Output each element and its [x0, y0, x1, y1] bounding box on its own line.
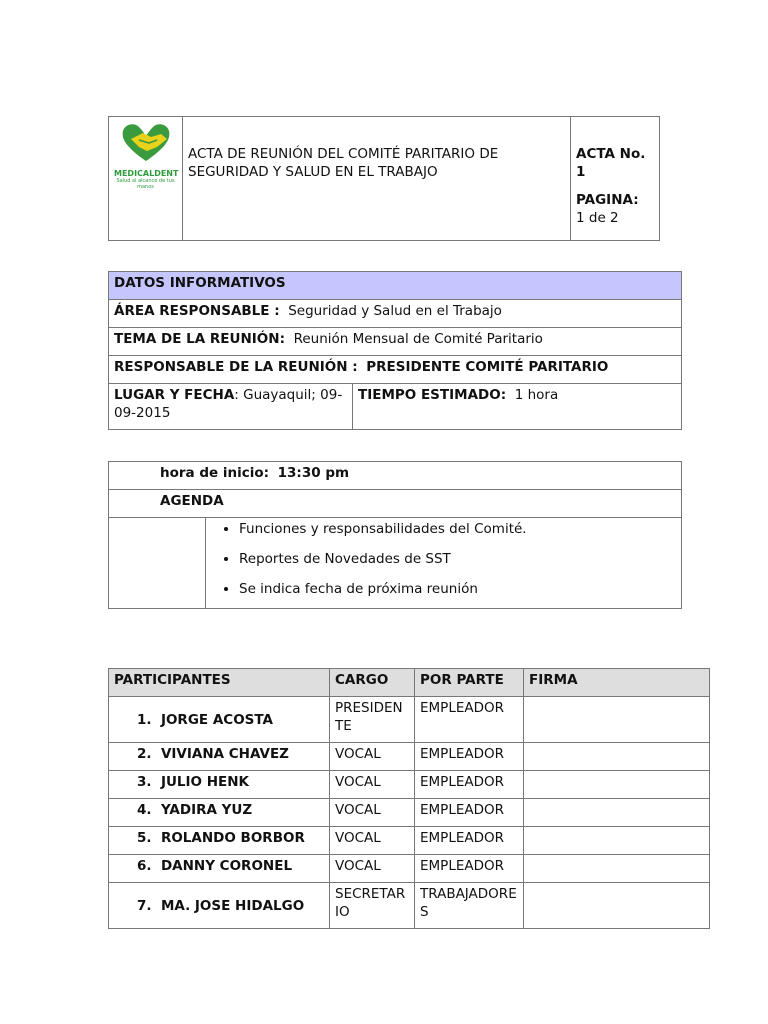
logo-cell [109, 117, 183, 241]
participant-number: 5. [137, 830, 152, 846]
col-header-cargo: CARGO [330, 669, 415, 697]
participant-cargo: VOCAL [330, 743, 415, 771]
participant-cargo: VOCAL [330, 771, 415, 799]
participant-parte: EMPLEADOR [415, 855, 524, 883]
participant-name-cell [109, 697, 330, 743]
tiempo-value: 1 hora [514, 387, 559, 403]
document-title: ACTA DE REUNIÓN DEL COMITÉ PARITARIO DE SEGURIDAD Y SALUD EN EL TRABAJO [188, 146, 499, 180]
participant-firma[interactable] [524, 855, 710, 883]
hora-inicio-row [109, 462, 682, 490]
participant-number: 4. [137, 802, 152, 818]
acta-number: 1 [576, 164, 586, 180]
participants-table [108, 668, 710, 929]
col-header-por-parte: POR PARTE [415, 669, 524, 697]
participant-parte: EMPLEADOR [415, 697, 524, 743]
acta-label: ACTA No. [576, 146, 646, 162]
logo-tagline: Salud al alcance de tus manos [116, 178, 175, 190]
participant-name: VIVIANA CHAVEZ [160, 746, 289, 762]
participant-parte: EMPLEADOR [415, 827, 524, 855]
table-row [109, 771, 710, 799]
participant-cargo: VOCAL [330, 827, 415, 855]
info-tema-row [109, 328, 682, 356]
participant-cargo: SECRETARIO [330, 883, 415, 929]
area-value: Seguridad y Salud en el Trabajo [288, 303, 502, 319]
participant-name: JULIO HENK [160, 774, 250, 790]
agenda-item: • Funciones y responsabilidades del Comité. [239, 520, 676, 538]
header-table [108, 116, 660, 241]
participant-name-cell [109, 827, 330, 855]
lugar-value: : Guayaquil; 09-09-2015 [114, 387, 343, 421]
participant-name-cell [109, 799, 330, 827]
hora-label: hora de inicio: [160, 465, 270, 481]
logo-name: MEDICALDENT [114, 169, 179, 178]
participant-firma[interactable] [524, 827, 710, 855]
agenda-title: AGENDA [109, 490, 682, 518]
participant-name: JORGE ACOSTA [160, 711, 273, 728]
info-responsable-row [109, 356, 682, 384]
tiempo-cell [353, 384, 682, 430]
tema-label: TEMA DE LA REUNIÓN: [114, 331, 285, 347]
participant-name: ROLANDO BORBOR [160, 830, 305, 846]
participant-parte: EMPLEADOR [415, 771, 524, 799]
participant-name-cell [109, 855, 330, 883]
info-section-title: DATOS INFORMATIVOS [109, 272, 682, 300]
agenda-spacer-cell [109, 518, 206, 609]
participant-number: 3. [137, 774, 152, 790]
info-table [108, 271, 682, 430]
acta-cell [571, 117, 660, 241]
hora-value: 13:30 pm [277, 465, 350, 481]
pagina-value: 1 de 2 [576, 210, 619, 226]
participant-firma[interactable] [524, 697, 710, 743]
agenda-item: • Se indica fecha de próxima reunión [239, 580, 676, 598]
table-row [109, 883, 710, 929]
participant-name-cell [109, 771, 330, 799]
participant-number: 1. [137, 711, 152, 728]
agenda-list [211, 520, 676, 598]
table-row [109, 827, 710, 855]
agenda-table [108, 461, 682, 609]
table-row [109, 743, 710, 771]
document-title-cell [183, 117, 571, 241]
table-row [109, 855, 710, 883]
participant-parte: TRABAJADORES [415, 883, 524, 929]
lugar-label: LUGAR Y FECHA [114, 387, 235, 403]
participant-name: DANNY CORONEL [160, 858, 293, 874]
participant-firma[interactable] [524, 743, 710, 771]
info-area-row [109, 300, 682, 328]
participant-number: 2. [137, 746, 152, 762]
col-header-firma: FIRMA [524, 669, 710, 697]
participant-name-cell [109, 883, 330, 929]
area-label: ÁREA RESPONSABLE : [114, 303, 280, 319]
participant-parte: EMPLEADOR [415, 743, 524, 771]
agenda-item: • Reportes de Novedades de SST [239, 550, 676, 568]
table-row [109, 697, 710, 743]
responsable-value: PRESIDENTE COMITÉ PARITARIO [366, 359, 609, 375]
table-row [109, 799, 710, 827]
participant-name: YADIRA YUZ [160, 802, 253, 818]
tiempo-label: TIEMPO ESTIMADO: [358, 387, 507, 403]
participant-name: MA. JOSE HIDALGO [160, 897, 305, 914]
pagina-label: PAGINA: [576, 192, 639, 208]
participant-firma[interactable] [524, 883, 710, 929]
responsable-label: RESPONSABLE DE LA REUNIÓN : [114, 359, 358, 375]
participant-parte: EMPLEADOR [415, 799, 524, 827]
participant-firma[interactable] [524, 799, 710, 827]
participant-number: 7. [137, 897, 152, 914]
medicaldent-logo-icon [117, 121, 175, 163]
agenda-items-cell [206, 518, 682, 609]
col-header-participantes: PARTICIPANTES [109, 669, 330, 697]
tema-value: Reunión Mensual de Comité Paritario [293, 331, 543, 347]
participant-firma[interactable] [524, 771, 710, 799]
participant-cargo: PRESIDENTE [330, 697, 415, 743]
participant-cargo: VOCAL [330, 799, 415, 827]
participant-cargo: VOCAL [330, 855, 415, 883]
participant-name-cell [109, 743, 330, 771]
lugar-fecha-cell [109, 384, 353, 430]
participant-number: 6. [137, 858, 152, 874]
